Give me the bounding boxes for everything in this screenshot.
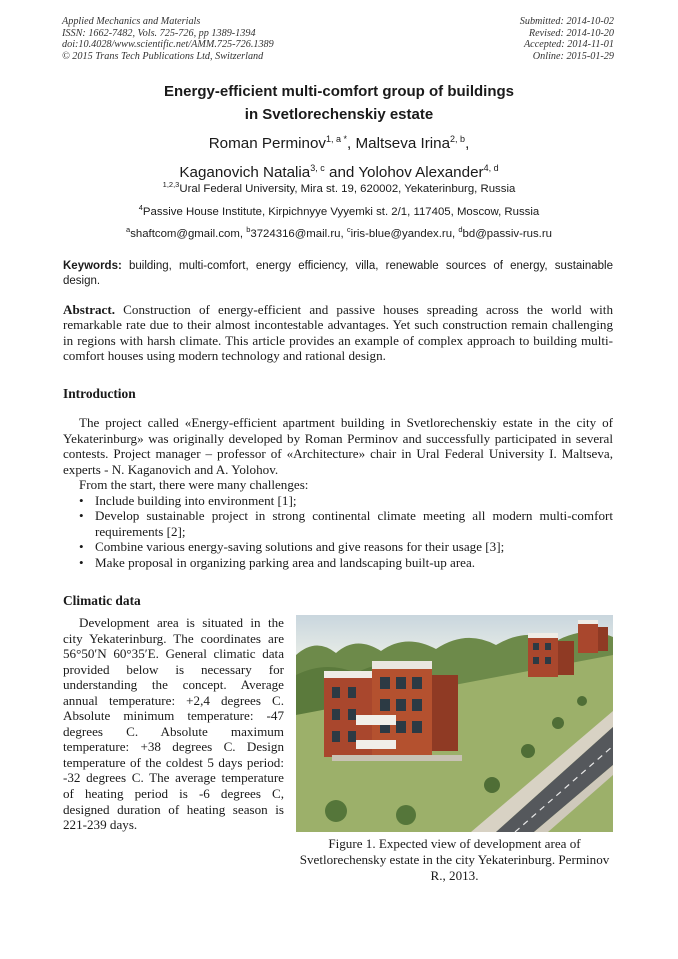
- email-link[interactable]: iris-blue@yandex.ru,: [350, 227, 456, 240]
- author-marker: 4, d: [483, 163, 499, 174]
- email-marker: b: [246, 225, 251, 234]
- title-line-1: Energy-efficient multi-comfort group of buildings: [164, 83, 514, 100]
- email-link[interactable]: shaftcom@gmail.com,: [130, 227, 244, 240]
- affiliation-1: [0, 180, 678, 195]
- author-list: Roman Perminov$^{1, a *}$, Maltseva Irina$^{2, b}$, Kaganovich Natalia$^{3, c}$ and Yolohov Alexander$^{4, d}$: [179, 134, 499, 182]
- doi-line: doi:10.4028/www.scientific.net/AMM.725-726.1389: [62, 39, 274, 51]
- introduction-heading: Introduction: [63, 386, 136, 401]
- affiliation-marker: 4: [138, 203, 143, 212]
- climatic-data-heading: Climatic data: [63, 593, 141, 608]
- affiliation-text: Ural Federal University, Mira st. 19, 620002, Yekaterinburg, Russia: [179, 182, 516, 195]
- author-name: Maltseva Irina: [355, 135, 451, 153]
- email-list: [0, 225, 678, 240]
- list-item: • Combine various energy-saving solutions and give reasons for their usage [3];: [63, 539, 613, 555]
- affiliation-marker: 1,2,3: [162, 180, 180, 189]
- list-item: • Include building into environment [1];: [63, 493, 613, 509]
- email-marker: c: [346, 225, 351, 234]
- author-marker: 2, b: [450, 134, 466, 144]
- author-marker: 3, c: [310, 163, 325, 174]
- title-line-2: in Svetlorechenskiy estate: [244, 106, 434, 123]
- copyright-line: © 2015 Trans Tech Publications Ltd, Switzerland: [62, 50, 264, 62]
- revised-date: Revised: 2014-10-20: [528, 27, 614, 39]
- list-item: • Develop sustainable project in strong continental climate meeting all modern multi-comfort requirements [2];: [63, 508, 613, 539]
- author-conjunction: and: [329, 164, 355, 182]
- journal-info: [62, 16, 274, 62]
- figure-1-caption: Figure 1. Expected view of development area of Svetlorechensky estate in the city Yekaterinburg. Perminov R., 2013.: [299, 836, 610, 883]
- keywords-block: [63, 259, 613, 289]
- abstract-block: [63, 302, 613, 363]
- affiliation-2: [0, 203, 678, 218]
- submission-dates: [520, 16, 614, 62]
- author-name: Yolohov Alexander: [358, 164, 484, 182]
- issn-line: ISSN: 1662-7482, Vols. 725-726, pp 1389-1394: [62, 27, 256, 39]
- author-name: Roman Perminov: [208, 135, 327, 153]
- journal-name: Applied Mechanics and Materials: [62, 16, 201, 27]
- paper-title: [0, 80, 678, 126]
- introduction-body: [63, 415, 613, 570]
- submitted-date: Submitted: 2014-10-02: [519, 16, 614, 27]
- accepted-date: Accepted: 2014-11-01: [523, 39, 614, 51]
- keywords-text: building, multi-comfort, energy efficiency, villa, renewable sources of energy, sustainable design.: [63, 260, 613, 287]
- intro-paragraph: The project called «Energy-efficient apartment building in Svetlorechenskiy estate in the city of Yekaterinburg» was originally developed by Roman Perminov and successfully participated in several contests. Project manager – professor of «Architecture» chair in Ural Federal University I. Maltseva, experts - N. Kaganovich and A. Yolohov.: [63, 415, 613, 477]
- email-marker: d: [458, 225, 463, 234]
- email-link[interactable]: bd@passiv-rus.ru: [462, 227, 552, 240]
- keywords-label: Keywords:: [63, 260, 122, 272]
- figure-1-rendering: [296, 615, 613, 832]
- email-link[interactable]: 3724316@mail.ru,: [250, 227, 344, 240]
- challenge-list: [63, 493, 613, 571]
- abstract-label: Abstract.: [63, 302, 115, 317]
- abstract-text: Construction of energy-efficient and passive houses spreading across the world with remarkable rate due to their almost incontestable advantages. Yet such construction remain challenging in regions with harsh climate. This article provides an example of complex approach to building multi-comfort houses using modern technology and rational design.: [63, 302, 613, 363]
- author-marker: 1, a *: [326, 134, 348, 144]
- affiliation-text: Passive House Institute, Kirpichnyye Vyyemki st. 2/1, 117405, Moscow, Russia: [142, 205, 540, 218]
- author-name: Kaganovich Natalia: [179, 164, 311, 182]
- climatic-data-text: Development area is situated in the city Yekaterinburg. The coordinates are 56°50′N 60°35′E. General climatic data provided below is necessary for understanding the concept. Average annual temperature: +2,4 degrees C. Absolute minimum temperature: -47 degrees C. Absolute maximum temperature: +38 degrees C. Design temperature of the coldest 5 days period: -32 degrees C. The average temperature of heating period is -6 degrees C, designed duration of heating season is 221-239 days.: [63, 615, 284, 833]
- list-item: • Make proposal in organizing parking area and landscaping built-up area.: [63, 555, 613, 571]
- intro-paragraph: From the start, there were many challenges:: [79, 477, 309, 492]
- online-date: Online: 2015-01-29: [532, 50, 614, 62]
- email-marker: a: [126, 225, 131, 234]
